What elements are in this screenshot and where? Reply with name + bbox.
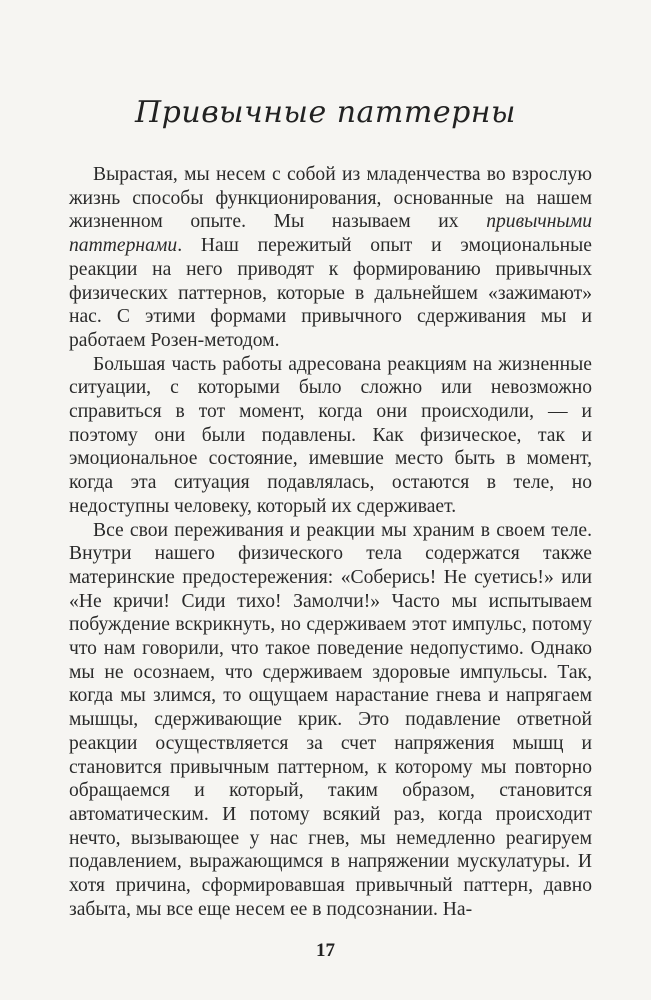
body-text — [69, 163, 592, 922]
paragraph-2: Большая часть работы адресована реакциям на жизненные ситуации, с которыми было сложно или невозможно справиться в тот момент, когда они происходили, — и поэтому они были подавлены. Как физическое, так и эмоциональное состояние, имевшие место быть в момент, когда эта ситуация подавлялась, остаются в теле, но недоступны человеку, который их сдерживает. — [69, 353, 592, 517]
paragraph-3: Все свои переживания и реакции мы храним в своем теле. Внутри нашего физического тела содержатся также материнские предостережения: «Соберись! Не суетись!» или «Не кричи! Сиди тихо! Замолчи!» Часто мы испытываем побуждение вскрикнуть, но сдерживаем этот импульс, потому что нам говорили, что такое поведение недопустимо. Однако мы не осознаем, что сдерживаем здоровые импульсы. Так, когда мы злимся, то ощущаем нарастание гнева и напрягаем мышцы, сдерживающие крик. Это подавление ответной реакции осуществляется за счет напряжения мышц и становится привычным паттерном, к которому мы повторно обращаемся и который, таким образом, становится автоматическим. И потому всякий раз, когда происходит нечто, вызывающее у нас гнев, мы немедленно реагируем подавлением, выражающимся в напряжении мускулатуры. И хотя причина, сформировавшая привычный паттерн, давно забыта, мы все еще несем ее в подсознании. На- — [69, 519, 592, 920]
paragraph-1 — [69, 163, 592, 353]
paragraph-1-emphasis: привычными паттернами — [69, 211, 592, 257]
chapter-title: Привычные паттерны — [135, 95, 516, 130]
paragraph-1-part-b: . Наш пережитый опыт и эмоциональные реакции на него приводят к формированию привычных физических паттернов, которые в дальнейшем «зажимают» нас. С этими формами привычного сдерживания мы и работаем Розен-методом. — [69, 235, 592, 351]
page-number: 17 — [316, 940, 335, 961]
paragraph-1-part-a: Вырастая, мы несем с собой из младенчества во взрослую жизнь способы функционирования, основанные на нашем жизненном опыте. Мы называем их — [69, 164, 592, 233]
